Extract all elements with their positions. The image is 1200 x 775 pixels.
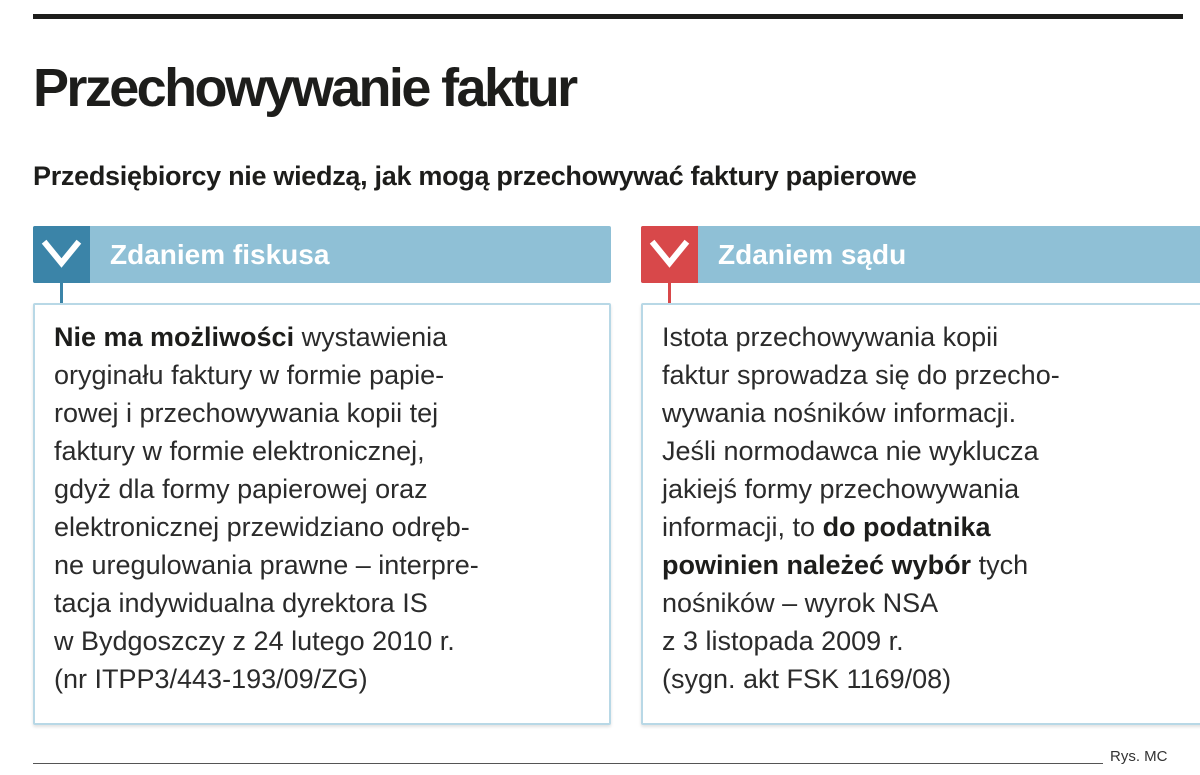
text-line: jakiejś formy przechowywania	[662, 474, 1020, 504]
chevron-down-icon-svg	[33, 226, 90, 283]
text-fragment: tych	[971, 550, 1029, 580]
connector-line	[60, 283, 63, 303]
panel-court-opinion	[641, 226, 1200, 694]
text-fragment: informacji, to	[662, 512, 823, 542]
panel-header-label: Zdaniem fiskusa	[110, 239, 330, 270]
text-line: Jeśli normodawca nie wyklucza	[662, 436, 1039, 466]
bold-phrase: do podatnika	[822, 512, 991, 542]
chevron-down-icon	[641, 226, 698, 283]
bold-phrase: Nie ma możliwości	[54, 322, 295, 352]
page-subtitle: Przedsiębiorcy nie wiedzą, jak mogą przechowywać faktury papierowe	[33, 161, 917, 191]
panel-header	[33, 226, 611, 283]
text-line: (nr ITPP3/443-193/09/ZG)	[54, 664, 368, 694]
image-credit: Rys. MC	[1110, 748, 1168, 765]
text-line: tacja indywidualna dyrektora IS	[54, 588, 428, 618]
text-line: rowej i przechowywania kopii tej	[54, 398, 439, 428]
text-line: faktury w formie elektronicznej,	[54, 436, 425, 466]
text-line: wywania nośników informacji.	[662, 398, 1017, 428]
bold-phrase: powinien należeć wybór	[662, 550, 972, 580]
text-line	[662, 508, 1200, 546]
panel-tax-authority-opinion	[33, 226, 611, 694]
panel-body-text	[54, 318, 599, 698]
chevron-down-icon-svg	[641, 226, 698, 283]
text-line: z 3 listopada 2009 r.	[662, 626, 904, 656]
panel-header-label: Zdaniem sądu	[718, 239, 907, 270]
text-line: nośników – wyrok NSA	[662, 588, 939, 618]
text-fragment: wystawienia	[294, 322, 448, 352]
page-title: Przechowywanie faktur	[33, 58, 576, 118]
panel-body	[641, 303, 1200, 725]
panel-body	[33, 303, 611, 725]
panel-body-text	[662, 318, 1200, 698]
text-line: w Bydgoszczy z 24 lutego 2010 r.	[54, 626, 455, 656]
connector-line	[668, 283, 671, 303]
text-line: (sygn. akt FSK 1169/08)	[662, 664, 952, 694]
text-line: gdyż dla formy papierowej oraz	[54, 474, 428, 504]
top-rule	[33, 14, 1183, 19]
panel-header	[641, 226, 1200, 283]
chevron-down-icon	[33, 226, 90, 283]
text-line: Istota przechowywania kopii	[662, 322, 999, 352]
text-line	[662, 546, 1200, 584]
text-line	[54, 318, 599, 356]
text-line: faktur sprowadza się do przecho-	[662, 360, 1060, 390]
bottom-rule	[33, 763, 1103, 764]
text-line: oryginału faktury w formie papie-	[54, 360, 445, 390]
text-line: elektronicznej przewidziano odręb-	[54, 512, 470, 542]
text-line: ne uregulowania prawne – interpre-	[54, 550, 479, 580]
